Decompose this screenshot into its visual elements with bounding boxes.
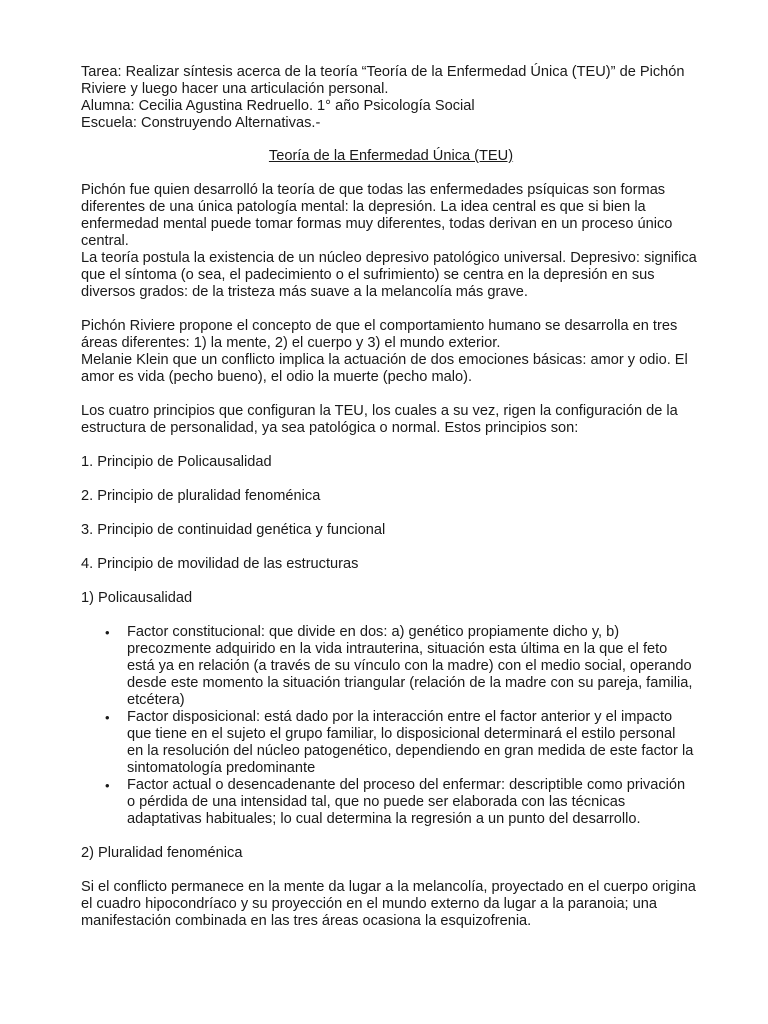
document-title: Teoría de la Enfermedad Única (TEU) [268, 148, 514, 164]
list-item [105, 624, 695, 709]
document-page [81, 64, 701, 930]
bullet-icon: • [105, 710, 110, 725]
factor-text: Factor disposicional: está dado por la interacción entre el factor anterior y el impacto que tiene en el sujeto el grupo familiar, lo disposicional determinará el estilo personal en la resolución del núcleo patogenético, dependiendo en gran medida de este factor la sintomatología predominante [127, 709, 694, 776]
principles-intro: Los cuatro principios que configuran la TEU, los cuales a su vez, rigen la configuración de la estructura de personalidad, ya sea patológica o normal. Estos principios son: [81, 403, 678, 436]
principle-item: 4. Principio de movilidad de las estructuras [81, 556, 359, 572]
school-line: Escuela: Construyendo Alternativas.- [81, 115, 321, 131]
principle-item: 1. Principio de Policausalidad [81, 454, 272, 470]
principle-item: 3. Principio de continuidad genética y funcional [81, 522, 386, 538]
task-line: Tarea: Realizar síntesis acerca de la teoría “Teoría de la Enfermedad Única (TEU)” de Pichón Riviere y luego hacer una articulación personal. [81, 64, 685, 97]
areas-paragraph-1: Pichón Riviere propone el concepto de que el comportamiento humano se desarrolla en tres áreas diferentes: 1) la mente, 2) el cuerpo y 3) el mundo exterior. [81, 318, 678, 351]
document-header [81, 64, 701, 132]
principle-item: 2. Principio de pluralidad fenoménica [81, 488, 321, 504]
areas-paragraph-2: Melanie Klein que un conflicto implica la actuación de dos emociones básicas: amor y odio. El amor es vida (pecho bueno), el odio la muerte (pecho malo). [81, 352, 688, 385]
intro-paragraph-1: Pichón fue quien desarrolló la teoría de que todas las enfermedades psíquicas son formas diferentes de una única patología mental: la depresión. La idea central es que si bien la enfermedad mental puede tomar formas muy diferentes, todas derivan en un proceso único central. [81, 182, 673, 249]
section-heading-policausalidad: 1) Policausalidad [81, 590, 193, 606]
student-line: Alumna: Cecilia Agustina Redruello. 1° año Psicología Social [81, 98, 475, 114]
section-heading-pluralidad: 2) Pluralidad fenoménica [81, 845, 243, 861]
bullet-icon: • [105, 625, 110, 640]
factor-list [81, 624, 695, 828]
factor-text: Factor constitucional: que divide en dos: a) genético propiamente dicho y, b) precozmente adquirido en la vida intrauterina, situación esta última en la que el feto está ya en relación (a través de su vínculo con la madre) con el medio social, operando desde este momento la situación triangular (relación de la madre con su pareja, familia, etcétera) [127, 624, 693, 708]
factor-text: Factor actual o desencadenante del proceso del enfermar: descriptible como privación o pérdida de una intensidad tal, que no puede ser elaborada con las técnicas adaptativas habituales; lo cual determina la regresión a un punto del desarrollo. [127, 777, 686, 827]
pluralidad-paragraph: Si el conflicto permanece en la mente da lugar a la melancolía, proyectado en el cuerpo origina el cuadro hipocondríaco y su proyección en el mundo externo da lugar a la paranoia; una manifestación combinada en las tres áreas ocasiona la esquizofrenia. [81, 879, 696, 929]
intro-paragraph-2: La teoría postula la existencia de un núcleo depresivo patológico universal. Depresivo: significa que el síntoma (o sea, el padecimiento o el sufrimiento) se centra en la depresión en sus diversos grados: de la tristeza más suave a la melancolía más grave. [81, 250, 697, 300]
list-item [105, 777, 695, 828]
bullet-icon: • [105, 778, 110, 793]
list-item [105, 709, 695, 777]
